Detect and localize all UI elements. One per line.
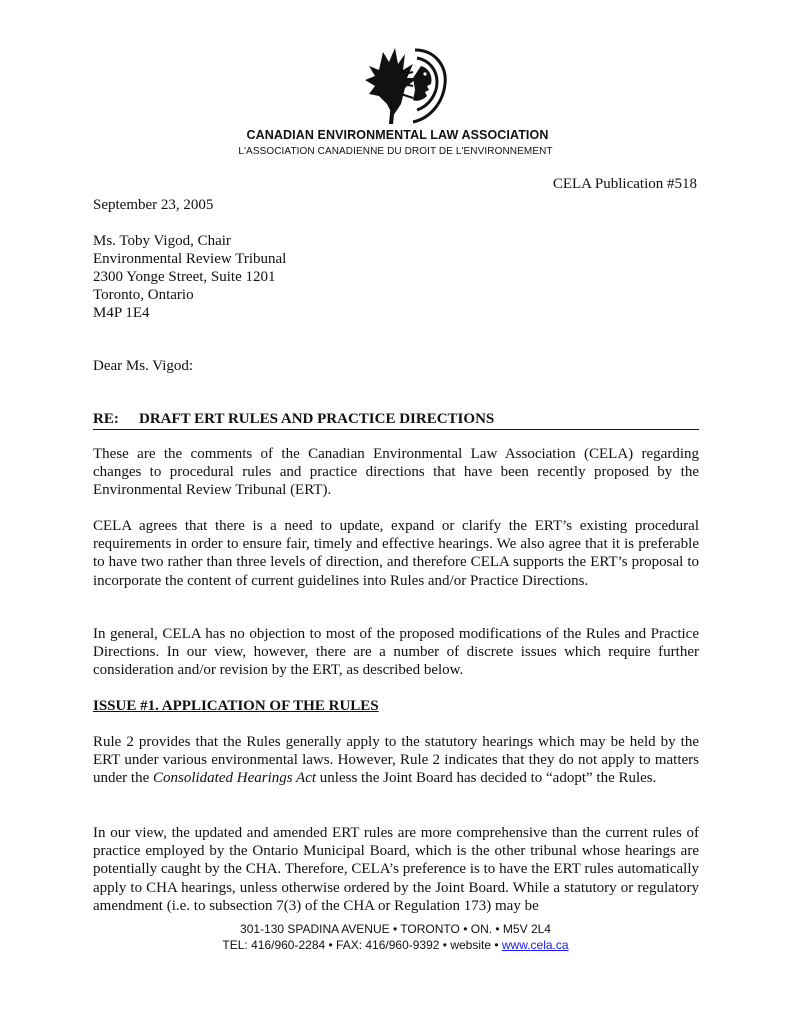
footer-address: 301-130 SPADINA AVENUE • TORONTO • ON. • M5V 2L4 [240,922,551,936]
rule-2-text-start: Rule 2 provides that the Rules generally apply to the statutory hearings which may be held by the ERT under various environmental laws. However, Rule 2 indicates that they do not apply to matters under the [93,734,699,787]
issue-heading: ISSUE #1. APPLICATION OF THE RULES [93,698,379,714]
rule-2-text-end: unless the Joint Board has decided to “adopt” the Rules. [316,770,657,787]
re-label: RE: [93,411,119,427]
publication-number: CELA Publication #518 [552,176,697,192]
website-link[interactable]: www.cela.ca [501,938,569,952]
footer-contact [0,938,791,952]
act-title: Consolidated Hearings Act [152,770,317,787]
paragraph-agreement: CELA agrees that there is a need to update, expand or clarify the ERT’s existing procedural requirements in order to ensure fair, timely and effective hearings. We also agree that it is preferable to have two rather than three levels of direction, and therefore CELA supports the ERT’s proposal to incorporate the content of current guidelines into Rules and/or Practice Directions. [93,518,699,589]
recipient-address [93,232,699,322]
re-subject-line [93,410,699,430]
paragraph-rule-2 [93,733,699,788]
address-line-postal: M4P 1E4 [93,305,150,321]
address-line-city: Toronto, Ontario [93,287,194,303]
org-name: CANADIAN ENVIRONMENTAL LAW ASSOCIATION [246,128,549,142]
address-line-organization: Environmental Review Tribunal [93,251,287,267]
address-line-name: Ms. Toby Vigod, Chair [93,233,231,249]
org-name-french: L'ASSOCIATION CANADIENNE DU DROIT DE L'ENVIRONNEMENT [238,146,553,157]
re-subject: DRAFT ERT RULES AND PRACTICE DIRECTIONS [139,411,495,427]
paragraph-general: In general, CELA has no objection to most of the proposed modifications of the Rules and Practice Directions. In our view, however, there are a number of discrete issues which require further consideration and/or revision by the ERT, as described below. [93,626,699,679]
footer-phone-fax: TEL: 416/960-2284 • FAX: 416/960-9392 • website • [222,938,502,952]
salutation: Dear Ms. Vigod: [93,358,194,374]
letter-date: September 23, 2005 [93,197,214,213]
paragraph-intro: These are the comments of the Canadian Environmental Law Association (CELA) regarding changes to procedural rules and practice directions that have been recently proposed by the Environmental Review Tribunal (ERT). [93,446,699,499]
maple-leaf-face-logo-icon [343,44,451,126]
address-line-street: 2300 Yonge Street, Suite 1201 [93,269,276,285]
paragraph-our-view: In our view, the updated and amended ERT rules are more comprehensive than the current rules of practice employed by the Ontario Municipal Board, which is the other tribunal whose hearings are potentially caught by the CHA. Therefore, CELA’s preference is to have the ERT rules automatically apply to CHA hearings, unless otherwise ordered by the Joint Board. While a statutory or regulatory amendment (i.e. to subsection 7(3) of the CHA or Regulation 173) may be [93,825,699,914]
